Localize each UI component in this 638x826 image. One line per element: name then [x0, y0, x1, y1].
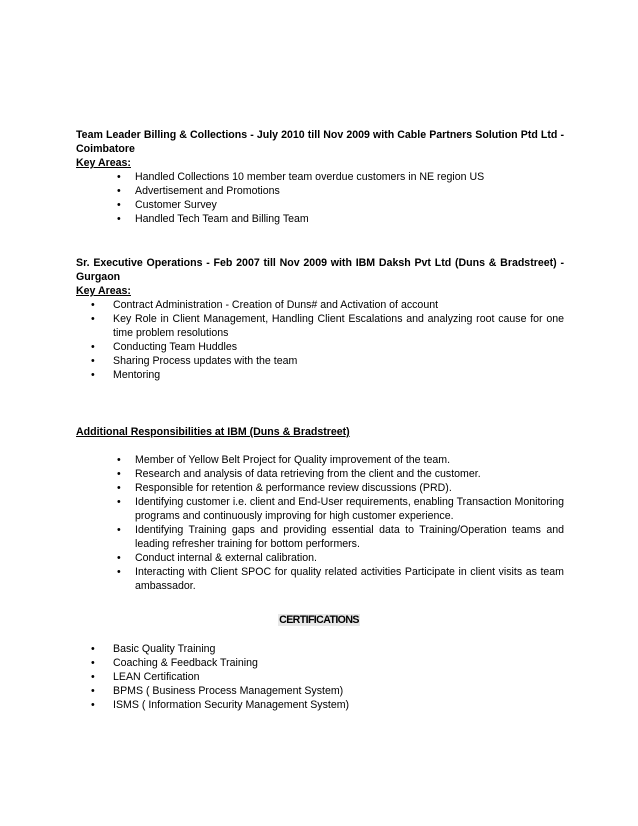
list-item: • Advertisement and Promotions [117, 185, 280, 197]
list-item: • Identifying customer i.e. client and End-User requirements, enabling Transaction Monitoring programs and continuously improving for high customer experience. [117, 496, 564, 522]
bullet-icon: • [91, 671, 95, 683]
bullet-icon: • [117, 468, 121, 480]
list-item: • Key Role in Client Management, Handling Client Escalations and analyzing root cause for one time problem resolutions [91, 313, 564, 339]
list-item: • Basic Quality Training [91, 643, 216, 655]
list-item: • LEAN Certification [91, 671, 200, 683]
bullet-icon: • [91, 341, 95, 353]
bullet-icon: • [91, 699, 95, 711]
list-item: • Handled Tech Team and Billing Team [117, 213, 309, 225]
list-item: • Research and analysis of data retrieving from the client and the customer. [117, 468, 481, 480]
bullet-icon: • [117, 199, 121, 211]
list-item: • Contract Administration - Creation of Duns# and Activation of account [91, 299, 439, 311]
key-areas-list [76, 170, 564, 226]
list-item: • Sharing Process updates with the team [91, 355, 298, 367]
list-item: • Responsible for retention & performance review discussions (PRD). [117, 482, 452, 494]
job-section-ibm-daksh [76, 256, 564, 382]
list-item: • Mentoring [91, 369, 161, 381]
bullet-icon: • [91, 685, 95, 697]
additional-responsibilities-list-wrap [76, 453, 564, 593]
section-heading: Additional Responsibilities at IBM (Duns & Bradstreet) [76, 426, 350, 438]
bullet-icon: • [117, 454, 121, 466]
bullet-icon: • [117, 213, 121, 225]
bullet-icon: • [91, 369, 95, 381]
job-title: Team Leader Billing & Collections - July 2010 till Nov 2009 with Cable Partners Solution Ptd Ltd - Coimbatore [76, 129, 564, 155]
list-item: • Customer Survey [117, 199, 217, 211]
list-item: • Coaching & Feedback Training [91, 657, 258, 669]
key-areas-label: Key Areas: [76, 157, 131, 169]
list-item: • Conducting Team Huddles [91, 341, 238, 353]
key-areas-label: Key Areas: [76, 285, 131, 297]
bullet-icon: • [117, 496, 121, 508]
list-item: • Member of Yellow Belt Project for Quality improvement of the team. [117, 454, 451, 466]
bullet-icon: • [117, 171, 121, 183]
bullet-icon: • [91, 299, 95, 311]
list-item: • Conduct internal & external calibration. [117, 552, 317, 564]
list-item: • ISMS ( Information Security Management System) [91, 699, 350, 711]
responsibilities-list [76, 453, 564, 593]
bullet-icon: • [117, 524, 121, 536]
bullet-icon: • [117, 482, 121, 494]
bullet-icon: • [91, 643, 95, 655]
bullet-icon: • [91, 657, 95, 669]
key-areas-list [76, 298, 564, 382]
certifications-section [76, 642, 564, 712]
list-item: • Identifying Training gaps and providing essential data to Training/Operation teams and leading refresher training for bottom performers. [117, 524, 564, 550]
bullet-icon: • [117, 185, 121, 197]
job-section-cable-partners [76, 128, 564, 226]
certifications-heading: CERTIFICATIONS [279, 614, 359, 626]
bullet-icon: • [117, 552, 121, 564]
list-item: • BPMS ( Business Process Management System) [91, 685, 344, 697]
job-title: Sr. Executive Operations - Feb 2007 till Nov 2009 with IBM Daksh Pvt Ltd (Duns & Bradstreet) - Gurgaon [76, 257, 564, 283]
additional-responsibilities-section [76, 425, 564, 439]
list-item: • Interacting with Client SPOC for quality related activities Participate in client visits as team ambassador. [117, 566, 564, 592]
bullet-icon: • [91, 355, 95, 367]
certifications-list [76, 642, 564, 712]
bullet-icon: • [117, 566, 121, 578]
list-item: • Handled Collections 10 member team overdue customers in NE region US [117, 171, 485, 183]
bullet-icon: • [91, 313, 95, 325]
